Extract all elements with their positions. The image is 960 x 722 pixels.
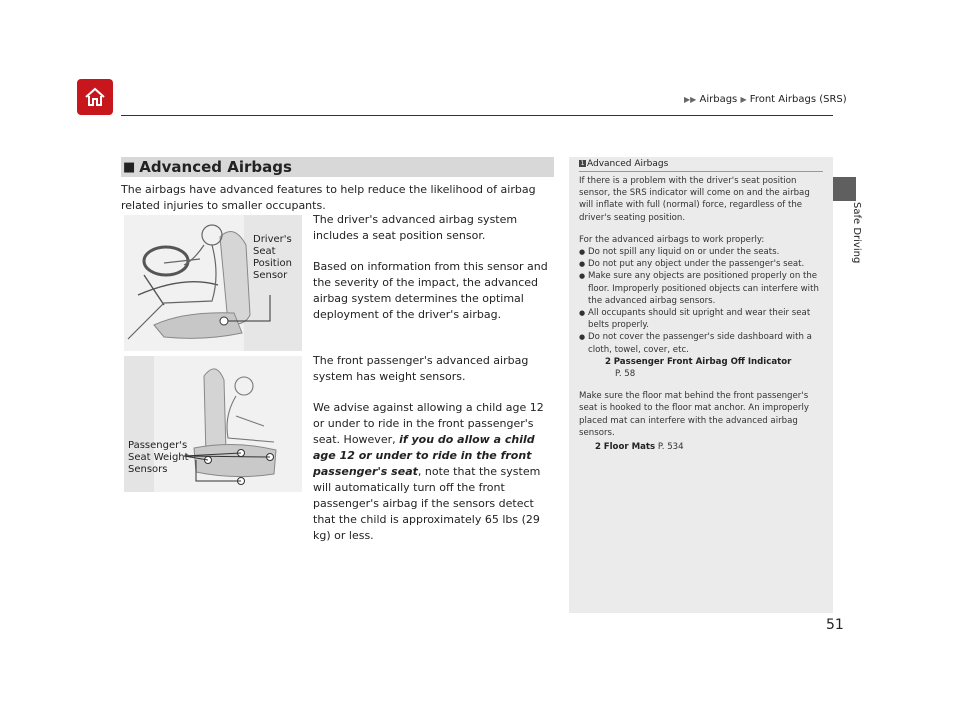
home-icon	[83, 85, 107, 109]
sidebar-paragraph-3: Make sure the floor mat behind the front passenger's seat is hooked to the floor mat anchor. An improperly placed mat can interfere with the advanced airbag sensors.	[579, 391, 809, 438]
notes-sidebar	[569, 157, 833, 613]
note-marker-icon: 1	[580, 160, 585, 167]
chapter-label: Safe Driving	[851, 202, 862, 264]
sidebar-paragraph-1: If there is a problem with the driver's seat position sensor, the SRS indicator will come on and the airbag will inflate with full (normal) force, regardless of the driver's seating position.	[579, 176, 810, 223]
passenger-description	[313, 353, 555, 559]
section-marker-icon: ■	[123, 159, 136, 175]
driver-paragraph-2: Based on information from this sensor and the severity of the impact, the advanced airbag system determines the optimal deployment of the driver's airbag.	[313, 260, 548, 321]
list-item: ● Make sure any objects are positioned properly on the floor. Improperly positioned objects can interfere with the advanced airbag sensors.	[579, 270, 825, 307]
passenger-sensor-label: Passenger's Seat Weight Sensors	[128, 440, 189, 475]
page-number: 51	[826, 617, 844, 633]
breadcrumb-front-airbags[interactable]: Front Airbags (SRS)	[749, 94, 847, 105]
passenger-paragraph-1: The front passenger's advanced airbag system has weight sensors.	[313, 354, 529, 383]
driver-sensor-label: Driver's Seat Position Sensor	[253, 234, 292, 281]
list-item: ● All occupants should sit upright and wear their seat belts properly.	[579, 307, 825, 331]
ref-passenger-airbag-off[interactable]: 2 Passenger Front Airbag Off Indicator P. 58	[605, 356, 792, 380]
breadcrumb-separator-icon: ▶	[740, 95, 747, 104]
breadcrumb-airbags[interactable]: Airbags	[699, 94, 738, 105]
list-item: ● Do not spill any liquid on or under the seats.	[579, 246, 825, 258]
passenger-seat-figure	[124, 356, 302, 492]
list-item: ● Do not cover the passenger's side dashboard with a cloth, towel, cover, etc.	[579, 331, 825, 355]
sidebar-list	[579, 246, 825, 356]
driver-description	[313, 212, 555, 338]
sidebar-paragraph-2: For the advanced airbags to work properly:	[579, 234, 765, 245]
header-divider	[121, 115, 833, 116]
passenger-paragraph-2: We advise against allowing a child age 12 or under to ride in the front passenger's seat. However, if you do allow a child age 12 or under to ride in the front passenger's seat, note that the system will automatically turn off the front passenger's airbag if the sensors detect that the child is approximately 65 lbs (29 kg) or less.	[313, 401, 544, 542]
sidebar-heading: 1 Advanced Airbags	[580, 159, 669, 169]
section-title: Advanced Airbags	[139, 158, 292, 176]
breadcrumb-arrow-icon: ▶▶	[684, 95, 697, 104]
breadcrumb	[684, 94, 847, 105]
list-item: ● Do not put any object under the passenger's seat.	[579, 258, 825, 270]
sidebar-text	[579, 175, 825, 463]
intro-text: The airbags have advanced features to help reduce the likelihood of airbag related injuries to smaller occupants.	[121, 183, 536, 212]
home-button[interactable]	[77, 79, 113, 115]
driver-paragraph-1: The driver's advanced airbag system includes a seat position sensor.	[313, 213, 518, 242]
section-header	[121, 157, 554, 177]
child-warning: if you do allow a child age 12 or under to ride in the front passenger's seat	[313, 433, 535, 478]
cross-ref-icon: 2	[595, 442, 601, 453]
driver-seat-figure	[124, 215, 302, 351]
sidebar-divider	[579, 171, 823, 172]
ref-floor-mats[interactable]: 2 Floor Mats P. 534	[595, 442, 684, 453]
cross-ref-icon: 2	[605, 356, 611, 367]
